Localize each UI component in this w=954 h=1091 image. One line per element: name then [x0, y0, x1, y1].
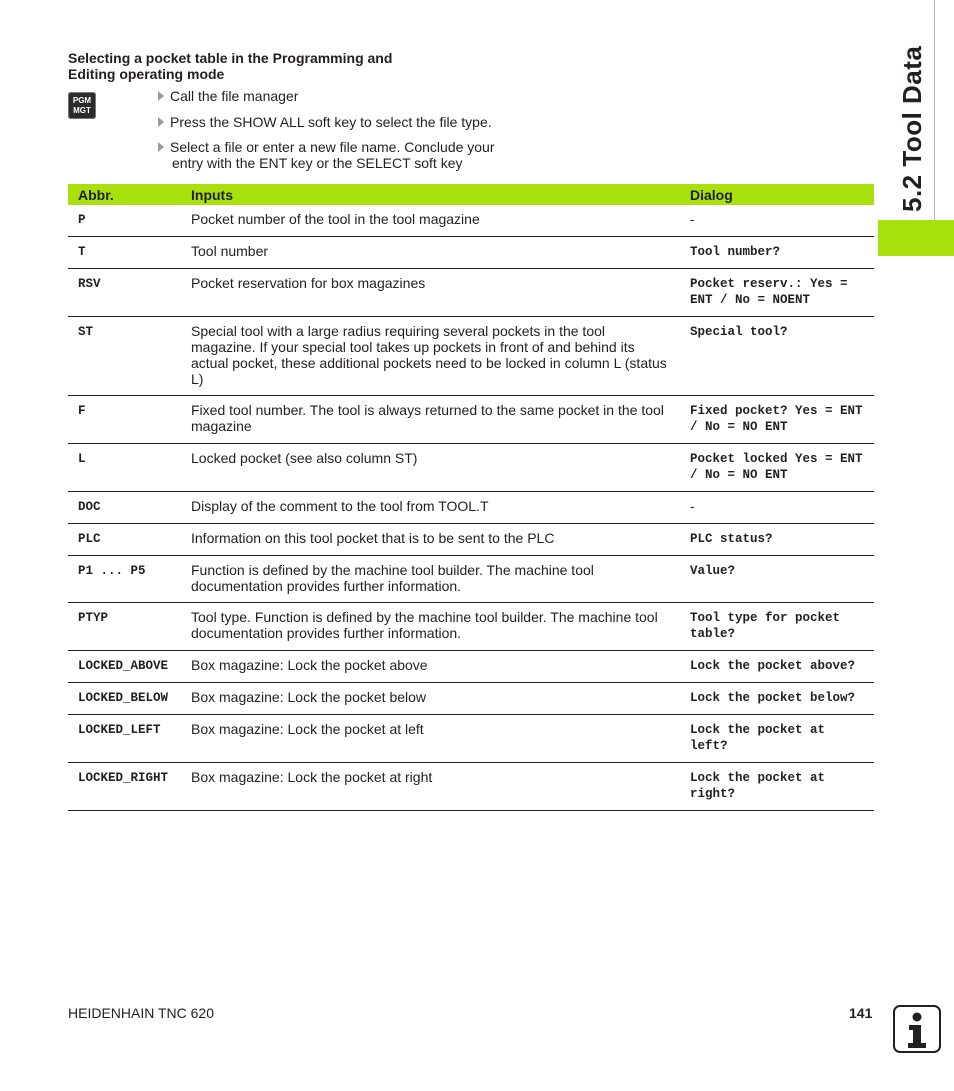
step-3	[158, 139, 528, 171]
row-input: Box magazine: Lock the pocket at left	[181, 715, 680, 763]
row-input: Locked pocket (see also column ST)	[181, 444, 680, 492]
table-row	[68, 396, 874, 444]
row-abbr: LOCKED_RIGHT	[68, 763, 181, 811]
row-dialog: PLC status?	[680, 524, 874, 556]
row-input: Tool number	[181, 237, 680, 269]
table-row	[68, 715, 874, 763]
row-dialog: -	[680, 205, 874, 237]
row-input: Tool type. Function is defined by the machine tool builder. The machine tool documentation provides further information.	[181, 603, 680, 651]
row-dialog: Pocket reserv.: Yes = ENT / No = NOENT	[680, 269, 874, 317]
row-dialog: -	[680, 492, 874, 524]
row-dialog: Lock the pocket below?	[680, 683, 874, 715]
row-abbr: PTYP	[68, 603, 181, 651]
row-input: Information on this tool pocket that is to be sent to the PLC	[181, 524, 680, 556]
row-input: Box magazine: Lock the pocket at right	[181, 763, 680, 811]
step-3-text: Select a file or enter a new file name. Conclude your	[170, 139, 495, 155]
row-input: Fixed tool number. The tool is always returned to the same pocket in the tool magazine	[181, 396, 680, 444]
row-abbr: LOCKED_ABOVE	[68, 651, 181, 683]
row-dialog: Fixed pocket? Yes = ENT / No = NO ENT	[680, 396, 874, 444]
row-abbr: P	[68, 205, 181, 237]
table-row	[68, 205, 874, 237]
row-abbr: P1 ... P5	[68, 556, 181, 603]
row-input: Function is defined by the machine tool builder. The machine tool documentation provides further information.	[181, 556, 680, 603]
step-3-text-cont: entry with the ENT key or the SELECT soft key	[172, 155, 463, 171]
table-row	[68, 317, 874, 396]
chapter-title: 5.2 Tool Data	[897, 45, 927, 212]
row-dialog: Lock the pocket above?	[680, 651, 874, 683]
row-input: Display of the comment to the tool from TOOL.T	[181, 492, 680, 524]
table-row	[68, 556, 874, 603]
row-input: Special tool with a large radius requiring several pockets in the tool magazine. If your special tool takes up pockets in front of and behind its actual pocket, these additional pockets need to be locked in column L (status L)	[181, 317, 680, 396]
table-row	[68, 269, 874, 317]
arrow-right-icon	[158, 117, 164, 127]
row-abbr: LOCKED_LEFT	[68, 715, 181, 763]
row-dialog: Lock the pocket at left?	[680, 715, 874, 763]
key-label-1: PGM	[72, 95, 92, 105]
row-dialog: Lock the pocket at right?	[680, 763, 874, 811]
row-input: Pocket reservation for box magazines	[181, 269, 680, 317]
footer-product: HEIDENHAIN TNC 620	[68, 1005, 215, 1021]
header-abbr: Abbr.	[78, 187, 114, 203]
row-abbr: T	[68, 237, 181, 269]
row-dialog: Value?	[680, 556, 874, 603]
key-label-2: MGT	[73, 105, 91, 115]
arrow-right-icon	[158, 142, 164, 152]
row-dialog: Special tool?	[680, 317, 874, 396]
row-dialog: Tool number?	[680, 237, 874, 269]
row-abbr: DOC	[68, 492, 181, 524]
header-inputs: Inputs	[191, 187, 233, 203]
table-row	[68, 603, 874, 651]
row-abbr: L	[68, 444, 181, 492]
chapter-tab	[878, 220, 954, 256]
table-row	[68, 763, 874, 811]
pocket-table	[68, 184, 874, 811]
page-number: 141	[849, 1005, 873, 1021]
table-header-row	[68, 184, 874, 205]
step-2-text: Press the SHOW ALL soft key to select the file type.	[170, 114, 492, 130]
row-abbr: F	[68, 396, 181, 444]
heading-line-1: Selecting a pocket table in the Programming and	[68, 50, 393, 66]
row-input: Box magazine: Lock the pocket below	[181, 683, 680, 715]
info-icon	[893, 1005, 941, 1053]
row-input: Box magazine: Lock the pocket above	[181, 651, 680, 683]
row-abbr: PLC	[68, 524, 181, 556]
row-abbr: ST	[68, 317, 181, 396]
section-heading	[68, 50, 392, 82]
step-2	[158, 114, 528, 130]
row-abbr: RSV	[68, 269, 181, 317]
row-dialog: Tool type for pocket table?	[680, 603, 874, 651]
table-row	[68, 524, 874, 556]
step-1-text: Call the file manager	[170, 88, 299, 104]
row-input: Pocket number of the tool in the tool magazine	[181, 205, 680, 237]
table-row	[68, 651, 874, 683]
table-row	[68, 444, 874, 492]
arrow-right-icon	[158, 91, 164, 101]
table-row	[68, 683, 874, 715]
table-row	[68, 492, 874, 524]
row-dialog: Pocket locked Yes = ENT / No = NO ENT	[680, 444, 874, 492]
side-divider	[934, 0, 935, 256]
row-abbr: LOCKED_BELOW	[68, 683, 181, 715]
header-dialog: Dialog	[690, 187, 733, 203]
pgm-mgt-key-icon	[68, 92, 96, 119]
table-row	[68, 237, 874, 269]
heading-line-2: Editing operating mode	[68, 66, 225, 82]
step-1	[158, 88, 528, 104]
